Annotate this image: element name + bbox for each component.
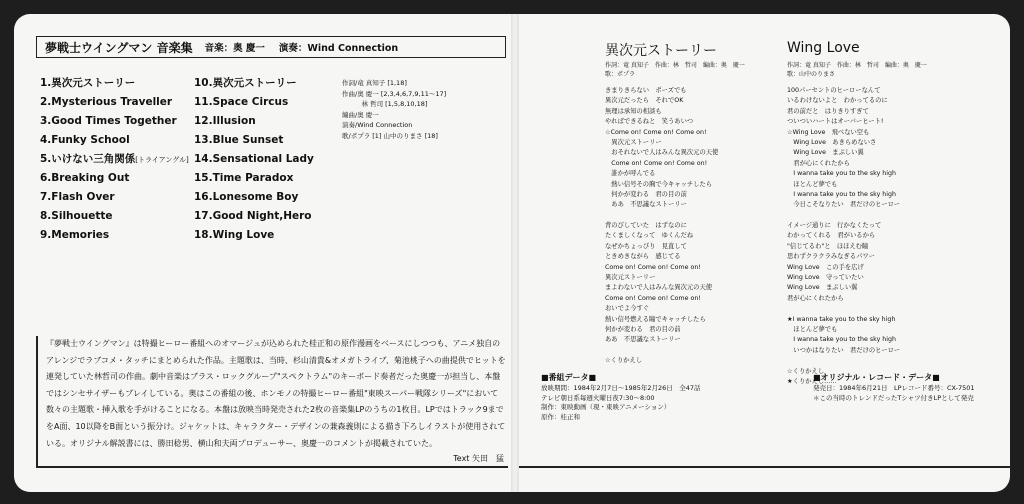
lyric-line: 100パーセントのヒーローなんて: [787, 87, 881, 94]
record-data-heading: ■オリジナル・レコード・データ■: [813, 373, 940, 382]
track-item: 11.Space Circus: [194, 96, 289, 108]
song2-title: Wing Love: [787, 40, 860, 56]
lyric-line: おいでよ今すぐ: [605, 305, 650, 313]
credit-line: 作詞/竜 真知子 [1,18]: [342, 79, 407, 87]
booklet-spread: [14, 14, 1010, 492]
lyric-line: I wanna take you to the sky high: [787, 336, 897, 344]
bottom-divider-right: [519, 466, 1010, 468]
lyric-line: 君が心にくれたから: [787, 294, 844, 302]
lyric-line: 異次元ストーリー: [605, 274, 656, 282]
lyric-line: 熱い信号その胸で今キャッチしたら: [605, 180, 713, 188]
lyric-line: なぜかちょっぴり 見直して: [605, 242, 687, 250]
lyric-line: ☆Come on! Come on! Come on!: [605, 128, 707, 136]
track-item: 8.Silhouette: [40, 210, 113, 222]
lyric-line: 君の前だと はりきりすぎて: [787, 107, 869, 115]
song1-lyrics: [605, 86, 795, 367]
lyric-line: Wing Love あきらめないさ: [787, 138, 877, 146]
center-fold: [511, 14, 519, 492]
lyric-line: ついついハートはオーバーヒート!: [787, 118, 884, 126]
track-item: 9.Memories: [40, 229, 110, 241]
data-line: ＊この当時のトレンドだったTシャツ付きLPとして発売: [813, 393, 974, 402]
track-item: 13.Blue Sunset: [194, 134, 284, 146]
lyric-line: ☆くりかえし: [787, 367, 825, 375]
liner-notes: [36, 336, 508, 466]
song2-lyrics: [787, 86, 987, 387]
data-line: 放映期間：1984年2月7日〜1985年2月26日 全47話: [541, 384, 701, 392]
lyric-line: きまりきらない ポーズでも: [605, 87, 687, 94]
lyric-line: 熱い信号燃える瞳でキャッチしたら: [605, 315, 706, 323]
lyric-line: [787, 304, 987, 314]
lyric-line: ときめきながら 感じてる: [605, 253, 681, 261]
data-line: 発売日：1984年6月21日 LPレコード番号：CX-7501: [813, 384, 975, 392]
lyric-line: たくましくなって ゆくんだね: [605, 232, 694, 240]
lyric-line: ☆くりかえし: [605, 357, 643, 365]
track-item: 2.Mysterious Traveller: [40, 96, 173, 108]
lyric-line: Wing Love 守っていたい: [787, 274, 864, 282]
credit-line: 歌/ポプラ [1] 山中のりまさ [18]: [342, 131, 438, 140]
song2-credit: 作詞：竜 真知子 作曲：林 哲司 編曲：奥 慶一 歌：山中のりまさ: [787, 62, 927, 78]
data-line: 原作：桂正和: [541, 412, 580, 421]
track-item: 6.Breaking Out: [40, 172, 130, 184]
lyric-line: 今日こそなりたい 君だけのヒーロー: [787, 201, 901, 209]
lyric-line: ★くりかえし……: [787, 377, 837, 385]
program-data-lines: [541, 384, 701, 422]
tracklist-col-2: [194, 76, 334, 247]
lyric-line: おそれないで人はみんな異次元の天使: [605, 149, 719, 157]
performer-credit: 演奏：Wind Connection: [278, 43, 399, 54]
lyric-line: ああ 不思議なストーリー: [605, 201, 687, 209]
lyric-line: 君が心にくれたから: [787, 159, 850, 167]
credit-line: 演奏/Wind Connection: [342, 121, 413, 130]
lyric-line: Come on! Come on! Come on!: [605, 159, 708, 167]
track-item: 5.いけない三角関係[トライアングル]: [40, 153, 189, 165]
album-title-box: [36, 36, 506, 58]
track-item: 14.Sensational Lady: [194, 153, 314, 165]
right-panel: [519, 14, 1010, 492]
lyric-line: Come on! Come on! Come on!: [605, 263, 701, 271]
liner-notes-text: 『夢戦士ウイングマン』は特撮ヒーロー番組へのオマージュが込められた桂正和の原作漫画をベースにしつつも、アニメ独自のアレンジでラブコメ・タッチにまとめられた作品。主題歌は、当時、杉山清貴&オメガトライブ、菊池桃子への曲提供でヒットを連発していた林哲司の作曲。劇中音楽はブラス・ロックグループ"スペクトラム"のキーボード奏者だった奥慶一が担当し、本盤ではシンセサイザーもプレイしている。奥はこの番組の後、ホンモノの特撮ヒーロー番組"東映スーパー戦隊シリーズ"において数々の主題歌・挿入歌を手がけることになる。本盤は放映当時発売された2枚の音楽集LPのうちの1枚目。LPではトラック9までをA面、10以降をB面という振分け。ジャケットは、キャラクター・デザインの兼森義則による描き下ろしイラストが使用されている。オリジナル解説書には、勝田稔男、横山和夫両プロデューサー、奥慶一のコメントが掲載されていた。: [46, 339, 506, 448]
lyric-line: I wanna take you to the sky high: [787, 170, 897, 178]
credit-line: 作曲/奥 慶一 [2,3,4,6,7,9,11〜17]: [342, 89, 447, 98]
tracklist-col-1: [40, 76, 190, 247]
lyric-line: いるわけないよと わかってるのに: [787, 97, 888, 105]
lyric-line: [787, 211, 987, 221]
track-item: 17.Good Night,Hero: [194, 210, 312, 222]
track-item: 16.Lonesome Boy: [194, 191, 299, 203]
lyric-line: [787, 356, 987, 366]
staff-credits: [342, 78, 502, 142]
lyric-line: 異次元だったら それでOK: [605, 97, 684, 105]
record-data-lines: [813, 384, 975, 403]
bottom-divider: [36, 466, 508, 468]
liner-notes-author: Text 矢田 猛: [453, 454, 504, 464]
lyric-line: ほとんど夢でも: [787, 325, 838, 333]
track-item: 18.Wing Love: [194, 229, 275, 241]
lyric-line: ほとんど夢でも: [787, 180, 838, 188]
song1-title: 異次元ストーリー: [605, 43, 717, 59]
track-item: 12.Illusion: [194, 115, 256, 127]
lyric-line: 何かが変わる 君の目の前: [605, 325, 681, 333]
lyric-line: イメージ通りに 行かなくたって: [787, 222, 882, 230]
lyric-line: 無理は承知の相談も: [605, 107, 662, 115]
track-item: 1.異次元ストーリー: [40, 77, 136, 89]
lyric-line: 思わずクラクラみなぎるパワー: [787, 253, 875, 261]
lyric-line: 異次元ストーリー: [605, 138, 662, 146]
program-data-heading: ■番組データ■: [541, 373, 597, 382]
left-panel: [14, 14, 511, 492]
lyric-line: Wing Love まぶしい翼: [787, 284, 858, 292]
track-item: 10.異次元ストーリー: [194, 77, 297, 89]
lyric-line: ☆Wing Love 飛べない空も: [787, 128, 870, 136]
lyric-line: Come on! Come on! Come on!: [605, 294, 701, 302]
lyric-line: "信じてるわ"と ほほえむ瞳: [787, 242, 869, 250]
lyric-line: いつかはなりたい 君だけのヒーロー: [787, 346, 901, 354]
lyric-line: わかってくれる 君がいるから: [787, 232, 876, 240]
lyric-line: ★I wanna take you to the sky high: [787, 315, 896, 323]
credit-line: 林 哲司 [1,5,8,10,18]: [342, 100, 428, 109]
lyric-line: まよわないで人はみんな異次元の天使: [605, 284, 713, 292]
lyric-line: 背のびしていた はずなのに: [605, 222, 687, 230]
track-tag: [トライアングル]: [135, 156, 189, 164]
credit-line: 編曲/奥 慶一: [342, 110, 379, 119]
lyric-line: I wanna take you to the sky high: [787, 190, 897, 198]
album-title: 夢戦士ウイングマン 音楽集: [45, 40, 193, 55]
lyric-line: ああ 不思議なストーリー: [605, 336, 681, 344]
track-item: 15.Time Paradox: [194, 172, 294, 184]
data-line: テレビ朝日系毎週火曜日夜7:30〜8:00: [541, 393, 655, 402]
lyric-line: やればできるねと 笑うあいつ: [605, 118, 694, 126]
song1-credit: 作詞：竜 真知子 作曲：林 哲司 編曲：奥 慶一 歌：ポプラ: [605, 62, 745, 78]
track-item: 4.Funky School: [40, 134, 130, 146]
track-item: 3.Good Times Together: [40, 115, 177, 127]
lyric-line: 誰かが呼んでる: [605, 170, 656, 178]
lyric-line: Wing Love まぶしい翼: [787, 149, 864, 157]
lyric-line: Wing Love この手を広げ: [787, 263, 864, 271]
lyric-line: 何かが変わる 君の目の前: [605, 190, 687, 198]
data-line: 制作：東映動画（現・東映アニメーション）: [541, 403, 671, 412]
lyric-line: [605, 346, 795, 356]
lyric-line: [605, 211, 795, 221]
track-item: 7.Flash Over: [40, 191, 115, 203]
music-credit: 音楽：奥 慶一: [204, 43, 265, 54]
